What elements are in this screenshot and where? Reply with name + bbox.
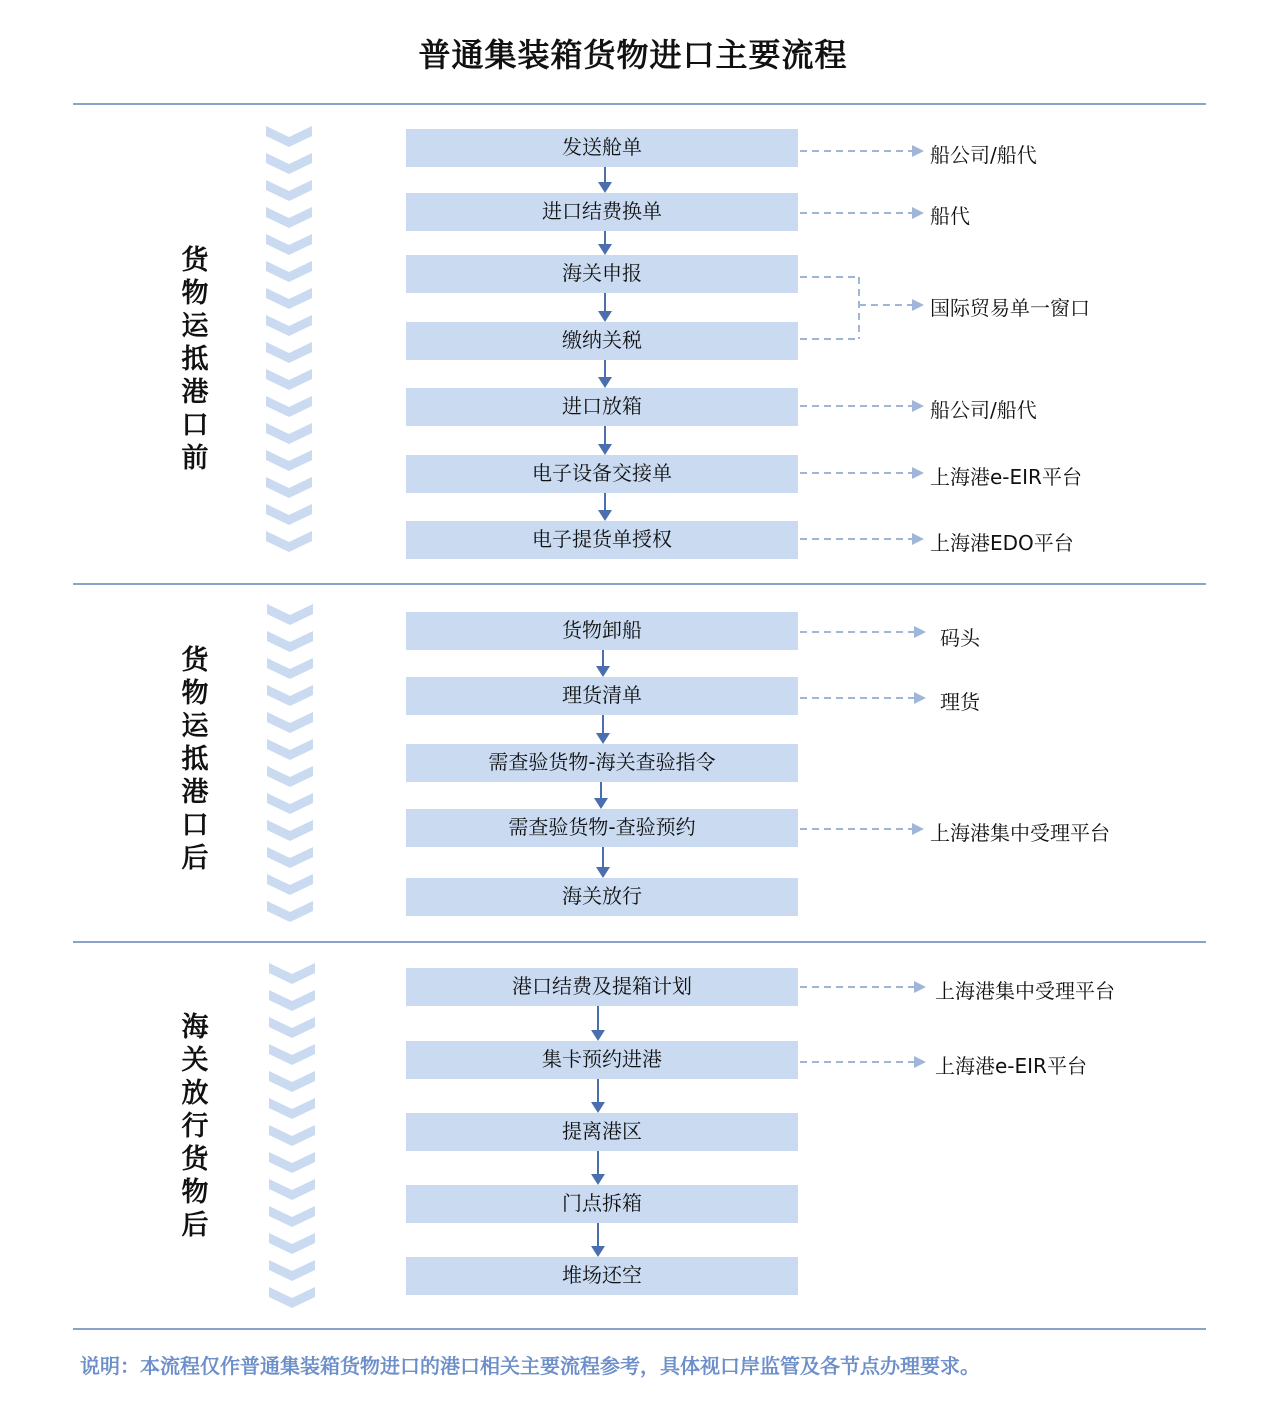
platform-label: 码头: [940, 626, 980, 650]
chevron-arrow-icon: [267, 658, 313, 679]
chevron-arrow-icon: [266, 234, 312, 255]
flow-arrow-head: [598, 510, 612, 521]
connector-arrow-icon: [912, 823, 924, 835]
flow-arrow: [597, 1223, 599, 1247]
flow-arrow-head: [596, 867, 610, 878]
flow-arrow: [604, 231, 606, 245]
platform-label: 上海港e-EIR平台: [935, 1054, 1087, 1078]
flow-arrow: [604, 493, 606, 511]
chevron-arrow-icon: [269, 1260, 315, 1281]
step-import-fee-exchange: 进口结费换单: [406, 193, 798, 231]
connector-arrow-icon: [912, 145, 924, 157]
step-inspection-order: 需查验货物-海关查验指令: [406, 744, 798, 782]
chevron-arrow-icon: [266, 315, 312, 336]
platform-label: 上海港集中受理平台: [935, 979, 1115, 1003]
platform-label: 上海港e-EIR平台: [930, 465, 1082, 489]
connector-arrow-icon: [914, 981, 926, 993]
flow-arrow-head: [591, 1174, 605, 1185]
connector-arrow-icon: [912, 207, 924, 219]
flow-arrow: [604, 167, 606, 183]
platform-label: 船公司/船代: [930, 143, 1037, 167]
chevron-arrow-icon: [266, 477, 312, 498]
chevron-arrow-icon: [269, 1287, 315, 1308]
chevron-arrow-icon: [269, 1179, 315, 1200]
chevron-arrow-icon: [266, 396, 312, 417]
step-customs-declaration: 海关申报: [406, 255, 798, 293]
flow-arrow-head: [594, 798, 608, 809]
flow-arrow: [604, 426, 606, 445]
chevron-arrow-icon: [267, 739, 313, 760]
flow-arrow-head: [596, 666, 610, 677]
flow-arrow: [597, 1151, 599, 1175]
flow-arrow: [597, 1006, 599, 1031]
step-tally-list: 理货清单: [406, 677, 798, 715]
flow-arrow: [600, 782, 602, 799]
connector-arrow-icon: [914, 626, 926, 638]
platform-label: 国际贸易单一窗口: [930, 296, 1090, 320]
chevron-arrow-icon: [266, 207, 312, 228]
step-return-empty: 堆场还空: [406, 1257, 798, 1295]
platform-label: 上海港集中受理平台: [930, 821, 1110, 845]
flow-arrow: [602, 715, 604, 734]
step-unload-cargo: 货物卸船: [406, 612, 798, 650]
connector-arrow-icon: [914, 1056, 926, 1068]
step-inspection-booking: 需查验货物-查验预约: [406, 809, 798, 847]
step-leave-port: 提离港区: [406, 1113, 798, 1151]
page-title: 普通集装箱货物进口主要流程: [418, 36, 848, 74]
connector-arrow-icon: [912, 467, 924, 479]
chevron-arrow-icon: [266, 531, 312, 552]
step-truck-booking: 集卡预约进港: [406, 1041, 798, 1079]
platform-label: 上海港EDO平台: [930, 531, 1074, 555]
section-label-after-arrival: 货 物 运 抵 港 口 后: [181, 645, 209, 874]
chevron-arrow-icon: [267, 766, 313, 787]
flow-arrow-head: [598, 182, 612, 193]
footnote: 说明：本流程仅作普通集装箱货物进口的港口相关主要流程参考，具体视口岸监管及各节点办理要求。: [80, 1354, 980, 1378]
platform-label: 船代: [930, 204, 970, 228]
flow-arrow: [597, 1079, 599, 1103]
step-pay-duties: 缴纳关税: [406, 322, 798, 360]
flow-arrow-head: [598, 244, 612, 255]
chevron-arrow-icon: [267, 820, 313, 841]
chevron-arrow-icon: [269, 1017, 315, 1038]
step-door-devanning: 门点拆箱: [406, 1185, 798, 1223]
connector-arrow-icon: [912, 299, 924, 311]
step-send-manifest: 发送舱单: [406, 129, 798, 167]
chevron-arrow-icon: [267, 631, 313, 652]
chevron-arrow-icon: [269, 990, 315, 1011]
platform-label: 理货: [940, 690, 980, 714]
chevron-arrow-icon: [266, 288, 312, 309]
chevron-arrow-icon: [266, 369, 312, 390]
chevron-arrow-icon: [269, 1152, 315, 1173]
flow-arrow: [602, 847, 604, 868]
chevron-arrow-icon: [267, 793, 313, 814]
flow-arrow-head: [596, 733, 610, 744]
step-e-eir: 电子设备交接单: [406, 455, 798, 493]
chevron-arrow-icon: [266, 342, 312, 363]
chevron-arrow-icon: [269, 1206, 315, 1227]
step-edo-authorization: 电子提货单授权: [406, 521, 798, 559]
chevron-arrow-icon: [266, 450, 312, 471]
connector-arrow-icon: [914, 692, 926, 704]
flow-arrow: [604, 293, 606, 312]
flow-arrow-head: [598, 311, 612, 322]
chevron-arrow-icon: [266, 423, 312, 444]
step-port-fee-pickup-plan: 港口结费及提箱计划: [406, 968, 798, 1006]
chevron-arrow-icon: [269, 963, 315, 984]
flow-arrow-head: [598, 377, 612, 388]
chevron-arrow-icon: [266, 180, 312, 201]
chevron-arrow-icon: [267, 712, 313, 733]
chevron-arrow-icon: [266, 504, 312, 525]
connector-arrow-icon: [912, 400, 924, 412]
flow-arrow-head: [591, 1102, 605, 1113]
chevron-arrow-icon: [267, 847, 313, 868]
flow-arrow-head: [598, 444, 612, 455]
chevron-arrow-icon: [266, 261, 312, 282]
chevron-arrow-icon: [269, 1044, 315, 1065]
connector-arrow-icon: [912, 533, 924, 545]
chevron-arrow-icon: [267, 901, 313, 922]
flow-arrow-head: [591, 1246, 605, 1257]
chevron-arrow-icon: [266, 126, 312, 147]
chevron-arrow-icon: [269, 1233, 315, 1254]
step-customs-release: 海关放行: [406, 878, 798, 916]
step-import-release-container: 进口放箱: [406, 388, 798, 426]
flow-arrow: [602, 650, 604, 667]
chevron-arrow-icon: [267, 874, 313, 895]
section-label-before-arrival: 货 物 运 抵 港 口 前: [181, 245, 209, 474]
chevron-arrow-icon: [267, 604, 313, 625]
chevron-arrow-icon: [266, 153, 312, 174]
chevron-arrow-icon: [269, 1071, 315, 1092]
platform-label: 船公司/船代: [930, 398, 1037, 422]
chevron-arrow-icon: [269, 1098, 315, 1119]
section-label-after-release: 海 关 放 行 货 物 后: [181, 1012, 209, 1241]
flow-arrow-head: [591, 1030, 605, 1041]
chevron-arrow-icon: [269, 1125, 315, 1146]
flow-arrow: [604, 360, 606, 378]
chevron-arrow-icon: [267, 685, 313, 706]
